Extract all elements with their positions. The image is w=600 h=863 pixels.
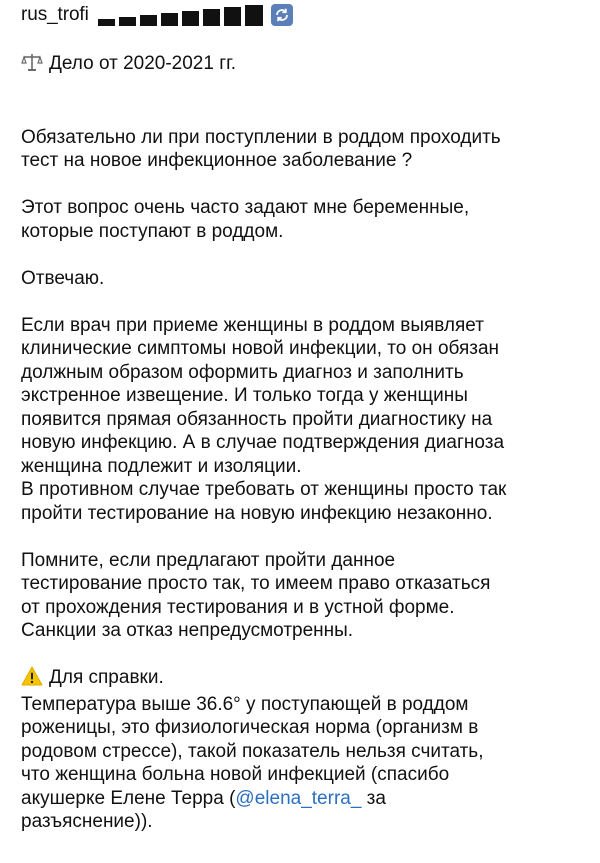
mention-link[interactable]: @elena_terra_: [235, 787, 362, 809]
note-text-end: за разъяснение)).: [21, 787, 386, 832]
question-paragraph: Обязательно ли при поступлении в роддом проходить тест на новое инфекционное заболевание ?: [21, 126, 501, 171]
redaction-bar: [182, 11, 199, 26]
channel-name[interactable]: rus_trofi: [21, 4, 89, 25]
reminder-paragraph: Помните, если предлагают пройти данное тестирование просто так, то имеем право отказаться от прохождения тестирования и в устной форме. Санкции за отказ непредусмотренны.: [21, 549, 491, 641]
note-paragraph: [21, 693, 593, 834]
redaction-bar: [98, 19, 115, 26]
post-header: [21, 4, 293, 26]
redacted-block: [98, 5, 263, 26]
note-title-text: Для справки.: [49, 667, 164, 688]
note-title: [21, 666, 593, 693]
redaction-bar: [119, 17, 136, 26]
note-text-start: Температура выше 36.6° у поступающей в роддом роженицы, это физиологическая норма (организм в родовом стрессе), такой показатель нельзя считать, что женщина больна новой инфекцией (спасибо акушерке Елене Терра (: [21, 693, 484, 809]
warning-icon: [21, 666, 43, 693]
context-paragraph: Этот вопрос очень часто задают мне беременные, которые поступают в роддом.: [21, 197, 470, 242]
redaction-bar: [161, 13, 178, 26]
redaction-bar: [224, 7, 241, 26]
scales-icon: [21, 52, 43, 79]
answer-intro: Отвечаю.: [21, 267, 105, 289]
redaction-bar: [245, 5, 263, 26]
case-line-text: Дело от 2020-2021 гг.: [49, 53, 237, 74]
redaction-bar: [140, 15, 157, 26]
redaction-bar: [203, 9, 220, 26]
post-body: [21, 52, 593, 834]
rotate-arrows-icon: [271, 4, 293, 26]
answer-paragraph: Если врач при приеме женщины в роддом выявляет клинические симптомы новой инфекции, то он обязан должным образом оформить диагноз и заполнить экстренное извещение. И только тогда у женщины появится прямая обязанность пройти диагностику на новую инфекцию. А в случае подтверждения диагноза женщина подлежит и изоляции. В противном случае требовать от женщины просто так пройти тестирование на новую инфекцию незаконно.: [21, 314, 507, 524]
case-line: [21, 52, 593, 79]
